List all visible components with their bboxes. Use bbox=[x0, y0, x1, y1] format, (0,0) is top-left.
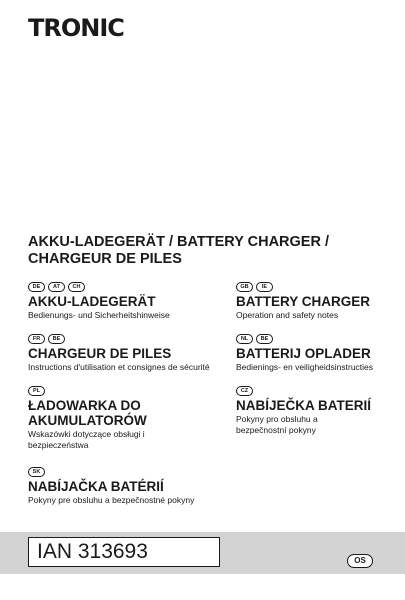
country-badges bbox=[28, 282, 218, 292]
country-badge: FR bbox=[28, 334, 45, 344]
lang-block-cz bbox=[236, 386, 376, 436]
lang-block-sk bbox=[28, 467, 248, 506]
lang-subtitle: Wskazówki dotyczące obsługi i bezpieczeństwa bbox=[28, 429, 145, 450]
main-title: AKKU-LADEGERÄT / BATTERY CHARGER / CHARGEUR DE PILES bbox=[28, 234, 330, 267]
brand-logo: TRONIC bbox=[28, 14, 124, 42]
country-badges bbox=[28, 386, 193, 396]
country-badge: GB bbox=[236, 282, 253, 292]
lang-subtitle: Pokyny pro obsluhu a bezpečnostní pokyny bbox=[236, 414, 318, 435]
country-badge: SK bbox=[28, 467, 45, 477]
os-badge: OS bbox=[347, 554, 373, 568]
lang-subtitle: Bedienings- en veiligheidsinstructies bbox=[236, 362, 374, 372]
country-badges bbox=[28, 467, 248, 477]
country-badge: BE bbox=[256, 334, 273, 344]
country-badge: NL bbox=[236, 334, 253, 344]
ian-number: IAN 313693 bbox=[28, 537, 220, 567]
lang-title: BATTERY CHARGER bbox=[236, 294, 371, 309]
country-badges bbox=[28, 334, 228, 344]
country-badge: IE bbox=[256, 282, 273, 292]
lang-title: AKKU-LADEGERÄT bbox=[28, 294, 156, 309]
country-badges bbox=[236, 386, 376, 396]
lang-block-de bbox=[28, 282, 218, 321]
lang-subtitle: Pokyny pre obsluhu a bezpečnostné pokyny bbox=[28, 495, 195, 505]
country-badge: BE bbox=[48, 334, 65, 344]
country-badge: DE bbox=[28, 282, 45, 292]
country-badges bbox=[236, 334, 396, 344]
lang-title: NABÍJAČKA BATÉRIÍ bbox=[28, 479, 164, 494]
country-badge: CZ bbox=[236, 386, 253, 396]
lang-title: ŁADOWARKA DO AKUMULATORÓW bbox=[28, 398, 147, 428]
country-badge: PL bbox=[28, 386, 45, 396]
lang-block-nl bbox=[236, 334, 396, 373]
lang-subtitle: Bedienungs- und Sicherheitshinweise bbox=[28, 310, 170, 320]
country-badges bbox=[236, 282, 396, 292]
lang-title: NABÍJEČKA BATERIÍ bbox=[236, 398, 372, 413]
lang-title: BATTERIJ OPLADER bbox=[236, 346, 371, 361]
lang-subtitle: Operation and safety notes bbox=[236, 310, 339, 320]
lang-block-pl bbox=[28, 386, 193, 451]
lang-block-fr bbox=[28, 334, 228, 373]
lang-subtitle: Instructions d'utilisation et consignes de sécurité bbox=[28, 362, 210, 372]
lang-title: CHARGEUR DE PILES bbox=[28, 346, 172, 361]
country-badge: CH bbox=[68, 282, 85, 292]
lang-block-gb bbox=[236, 282, 396, 321]
country-badge: AT bbox=[48, 282, 65, 292]
